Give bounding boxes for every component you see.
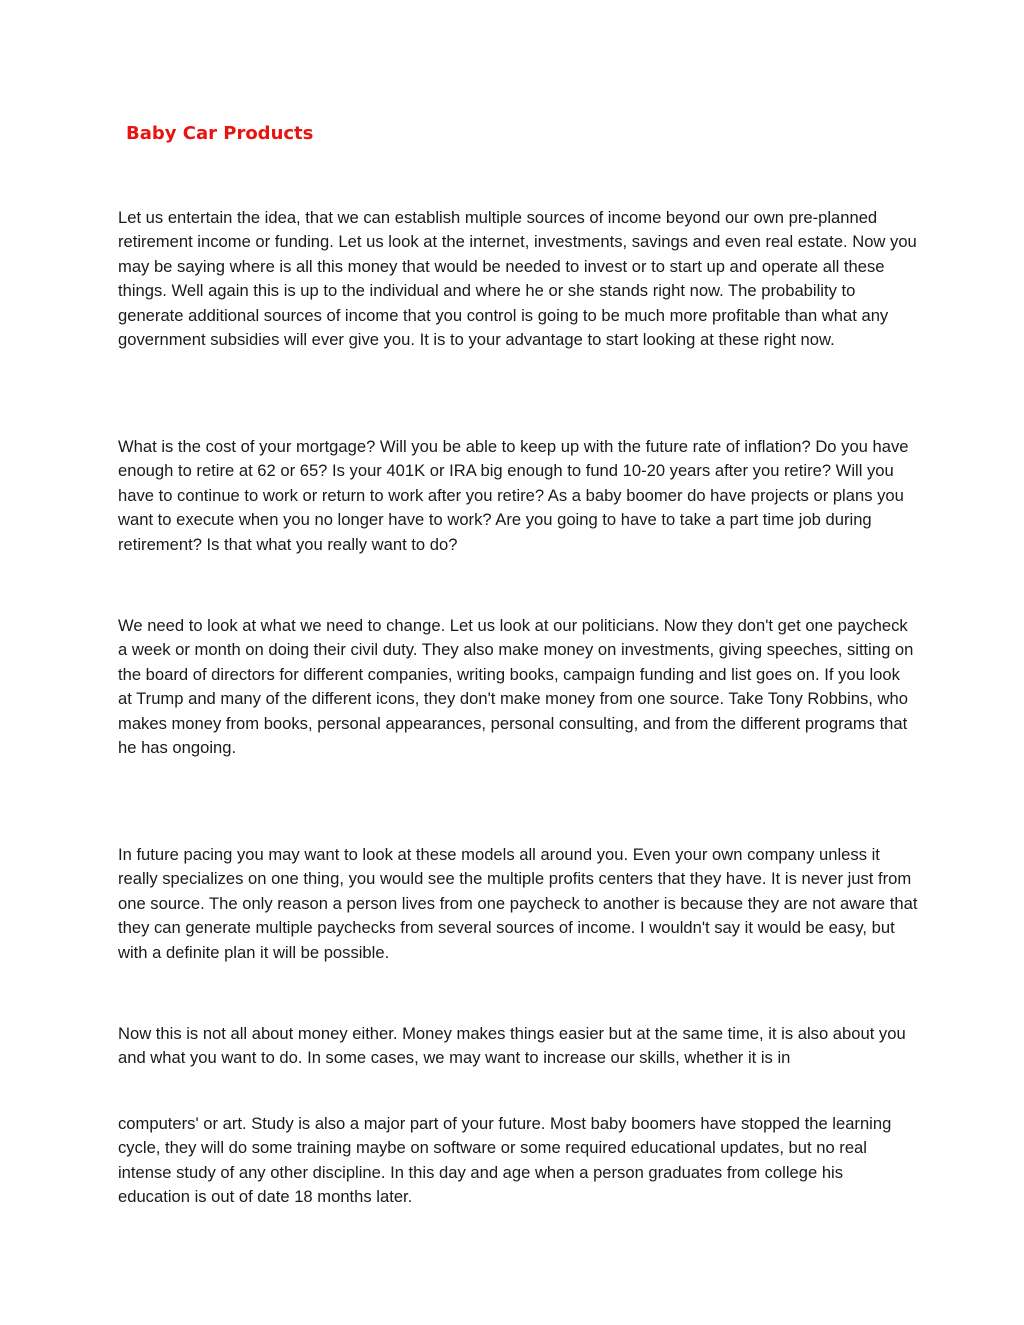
paragraph-3: We need to look at what we need to change. Let us look at our politicians. Now they don't get one paycheck a week or month on doing their civil duty. They also make money on investments, giving speeches, sitting on the board of directors for different companies, writing books, campaign funding and list goes on. If you look at Trump and many of the different icons, they don't make money from one source. Take Tony Robbins, who makes money from books, personal appearances, personal consulting, and from the different programs that he has ongoing. bbox=[118, 616, 914, 758]
paragraph-6: computers' or art. Study is also a major part of your future. Most baby boomers have stopped the learning cycle, they will do some training maybe on software or some required educational updates, but no real intense study of any other discipline. In this day and age when a person graduates from college his education is out of date 18 months later. bbox=[118, 1114, 892, 1207]
paragraph-2: What is the cost of your mortgage? Will you be able to keep up with the future rate of inflation? Do you have enough to retire at 62 or 65? Is your 401K or IRA big enough to fund 10-20 years after you retire? Will you have to continue to work or return to work after you retire? As a baby boomer do have projects or plans you want to execute when you no longer have to work? Are you going to have to take a part time job during retirement? Is that what you really want to do? bbox=[118, 437, 909, 554]
paragraph-4: In future pacing you may want to look at these models all around you. Even your own company unless it really specializes on one thing, you would see the multiple profits centers that they have. It is never just from one source. The only reason a person lives from one paycheck to another is because they are not aware that they can generate multiple paychecks from several sources of income. I wouldn't say it would be easy, but with a definite plan it will be possible. bbox=[118, 845, 918, 962]
document-title: Baby Car Products bbox=[126, 123, 314, 144]
paragraph-5: Now this is not all about money either. Money makes things easier but at the same time, it is also about you and what you want to do. In some cases, we may want to increase our skills, whether it is in bbox=[118, 1024, 906, 1068]
paragraph-1: Let us entertain the idea, that we can establish multiple sources of income beyond our own pre-planned retirement income or funding. Let us look at the internet, investments, savings and even real estate. Now you may be saying where is all this money that would be needed to invest or to start up and operate all these things. Well again this is up to the individual and where he or she stands right now. The probability to generate additional sources of income that you control is going to be much more profitable than what any government subsidies will ever give you. It is to your advantage to start looking at these right now. bbox=[118, 208, 917, 350]
